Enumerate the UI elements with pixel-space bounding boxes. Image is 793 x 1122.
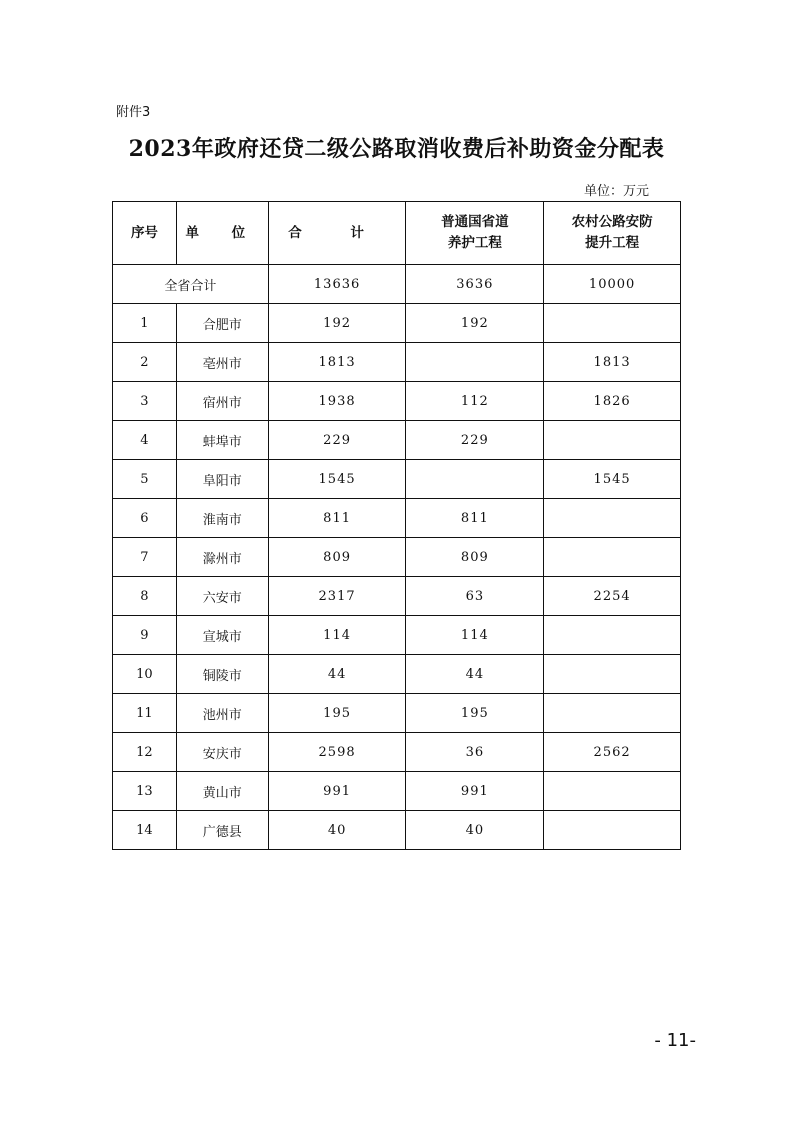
cell-rural — [544, 655, 681, 694]
cell-total: 1813 — [268, 343, 406, 382]
cell-maintenance — [406, 343, 544, 382]
cell-total: 2317 — [268, 577, 406, 616]
cell-rural — [544, 811, 681, 850]
summary-maintenance: 3636 — [406, 265, 544, 304]
header-total: 合 计 — [268, 202, 406, 265]
cell-maintenance: 40 — [406, 811, 544, 850]
header-row — [113, 202, 681, 265]
header-rural-line1: 农村公路安防 — [571, 214, 653, 230]
cell-seq: 10 — [113, 655, 177, 694]
table-row — [113, 343, 681, 382]
table-row — [113, 616, 681, 655]
cell-seq: 8 — [113, 577, 177, 616]
cell-seq: 14 — [113, 811, 177, 850]
header-unit: 单 位 — [176, 202, 268, 265]
cell-total: 991 — [268, 772, 406, 811]
table-row — [113, 733, 681, 772]
table-row — [113, 694, 681, 733]
attachment-label: 附件3 — [116, 105, 151, 120]
cell-maintenance: 809 — [406, 538, 544, 577]
header-maintenance — [406, 202, 544, 265]
cell-maintenance: 63 — [406, 577, 544, 616]
cell-rural — [544, 499, 681, 538]
cell-city: 亳州市 — [176, 343, 268, 382]
cell-city: 铜陵市 — [176, 655, 268, 694]
cell-total: 811 — [268, 499, 406, 538]
cell-total: 195 — [268, 694, 406, 733]
table-row — [113, 499, 681, 538]
cell-seq: 6 — [113, 499, 177, 538]
cell-rural — [544, 304, 681, 343]
table-body — [113, 265, 681, 850]
cell-city: 安庆市 — [176, 733, 268, 772]
cell-city: 池州市 — [176, 694, 268, 733]
cell-rural — [544, 694, 681, 733]
header-rural-line2: 提升工程 — [585, 235, 640, 251]
cell-seq: 11 — [113, 694, 177, 733]
cell-maintenance: 811 — [406, 499, 544, 538]
header-rural — [544, 202, 681, 265]
cell-seq: 2 — [113, 343, 177, 382]
cell-rural — [544, 421, 681, 460]
table-row — [113, 421, 681, 460]
page-number: - 11- — [654, 1030, 696, 1051]
summary-rural: 10000 — [544, 265, 681, 304]
allocation-table — [112, 201, 681, 850]
cell-total: 2598 — [268, 733, 406, 772]
cell-maintenance: 991 — [406, 772, 544, 811]
table-row — [113, 811, 681, 850]
cell-rural: 1545 — [544, 460, 681, 499]
cell-seq: 12 — [113, 733, 177, 772]
cell-maintenance: 44 — [406, 655, 544, 694]
table-row — [113, 538, 681, 577]
cell-city: 黄山市 — [176, 772, 268, 811]
cell-city: 六安市 — [176, 577, 268, 616]
cell-maintenance: 192 — [406, 304, 544, 343]
table-row — [113, 460, 681, 499]
cell-seq: 1 — [113, 304, 177, 343]
cell-city: 宿州市 — [176, 382, 268, 421]
cell-city: 宣城市 — [176, 616, 268, 655]
cell-seq: 7 — [113, 538, 177, 577]
table-row — [113, 655, 681, 694]
cell-seq: 5 — [113, 460, 177, 499]
cell-rural — [544, 772, 681, 811]
cell-total: 1545 — [268, 460, 406, 499]
cell-city: 淮南市 — [176, 499, 268, 538]
cell-city: 蚌埠市 — [176, 421, 268, 460]
cell-maintenance: 36 — [406, 733, 544, 772]
cell-maintenance: 114 — [406, 616, 544, 655]
cell-maintenance: 195 — [406, 694, 544, 733]
cell-rural — [544, 538, 681, 577]
cell-city: 广德县 — [176, 811, 268, 850]
cell-rural: 2254 — [544, 577, 681, 616]
summary-row — [113, 265, 681, 304]
cell-city: 合肥市 — [176, 304, 268, 343]
cell-seq: 13 — [113, 772, 177, 811]
cell-total: 229 — [268, 421, 406, 460]
table-row — [113, 382, 681, 421]
cell-total: 44 — [268, 655, 406, 694]
header-maintenance-line1: 普通国省道 — [441, 214, 509, 230]
cell-total: 809 — [268, 538, 406, 577]
header-maintenance-line2: 养护工程 — [447, 235, 502, 251]
cell-city: 阜阳市 — [176, 460, 268, 499]
cell-total: 1938 — [268, 382, 406, 421]
table-row — [113, 577, 681, 616]
cell-rural: 2562 — [544, 733, 681, 772]
cell-rural — [544, 616, 681, 655]
cell-seq: 9 — [113, 616, 177, 655]
cell-total: 114 — [268, 616, 406, 655]
summary-total: 13636 — [268, 265, 406, 304]
cell-total: 192 — [268, 304, 406, 343]
cell-rural: 1826 — [544, 382, 681, 421]
header-seq: 序号 — [113, 202, 177, 265]
cell-total: 40 — [268, 811, 406, 850]
cell-rural: 1813 — [544, 343, 681, 382]
unit-note: 单位：万元 — [583, 184, 649, 199]
cell-city: 滁州市 — [176, 538, 268, 577]
cell-maintenance: 112 — [406, 382, 544, 421]
table-row — [113, 772, 681, 811]
table-row — [113, 304, 681, 343]
summary-label: 全省合计 — [113, 265, 269, 304]
document-title: 2023年政府还贷二级公路取消收费后补助资金分配表 — [128, 136, 665, 162]
table-header — [113, 202, 681, 265]
cell-seq: 3 — [113, 382, 177, 421]
cell-maintenance — [406, 460, 544, 499]
cell-maintenance: 229 — [406, 421, 544, 460]
cell-seq: 4 — [113, 421, 177, 460]
